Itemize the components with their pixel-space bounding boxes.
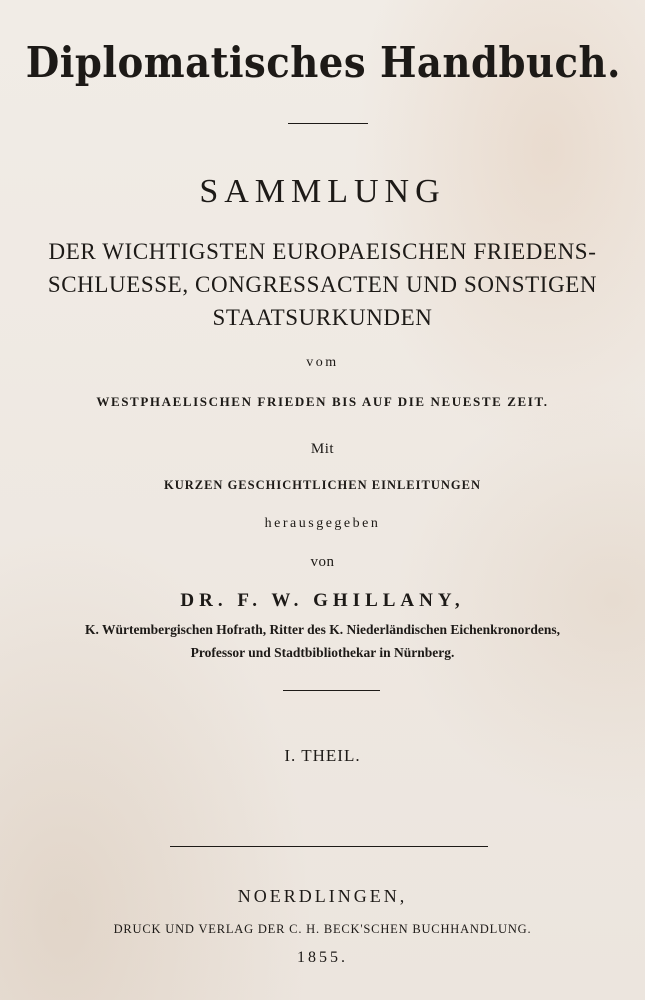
affiliation-divider <box>283 690 380 691</box>
subtitle-line-3: STAATSURKUNDEN <box>212 305 433 330</box>
publication-year: 1855. <box>297 949 348 966</box>
von-label: von <box>310 554 335 570</box>
vom-label: vom <box>306 355 339 370</box>
subtitle-line-1: DER WICHTIGSTEN EUROPAEISCHEN FRIEDENS- <box>48 239 597 264</box>
introductions-line: KURZEN GESCHICHTLICHEN EINLEITUNGEN <box>163 478 481 492</box>
edited-by-label: herausgegeben <box>264 516 381 531</box>
volume-label: I. THEIL. <box>284 746 361 765</box>
affiliation-line-2: Professor und Stadtbibliothekar in Nürnberg. <box>190 645 455 660</box>
affiliation-line-1: K. Würtembergischen Hofrath, Ritter des K. Niederländischen Eichenkronordens, <box>84 622 561 637</box>
place-of-publication: NOERDLINGEN, <box>237 886 408 906</box>
period-line: WESTPHAELISCHEN FRIEDEN BIS AUF DIE NEUESTE ZEIT. <box>96 394 549 409</box>
subtitle-line-2: SCHLUESSE, CONGRESSACTEN UND SONSTIGEN <box>47 272 598 297</box>
collection-heading: SAMMLUNG <box>199 173 446 210</box>
publisher-line: DRUCK UND VERLAG DER C. H. BECK'SCHEN BUCHHANDLUNG. <box>113 922 532 936</box>
author-name: DR. F. W. GHILLANY, <box>180 590 465 611</box>
book-title: Diplomatisches Handbuch. <box>25 38 621 87</box>
imprint-divider <box>170 846 488 847</box>
title-divider <box>288 123 368 124</box>
mit-label: Mit <box>310 441 335 457</box>
